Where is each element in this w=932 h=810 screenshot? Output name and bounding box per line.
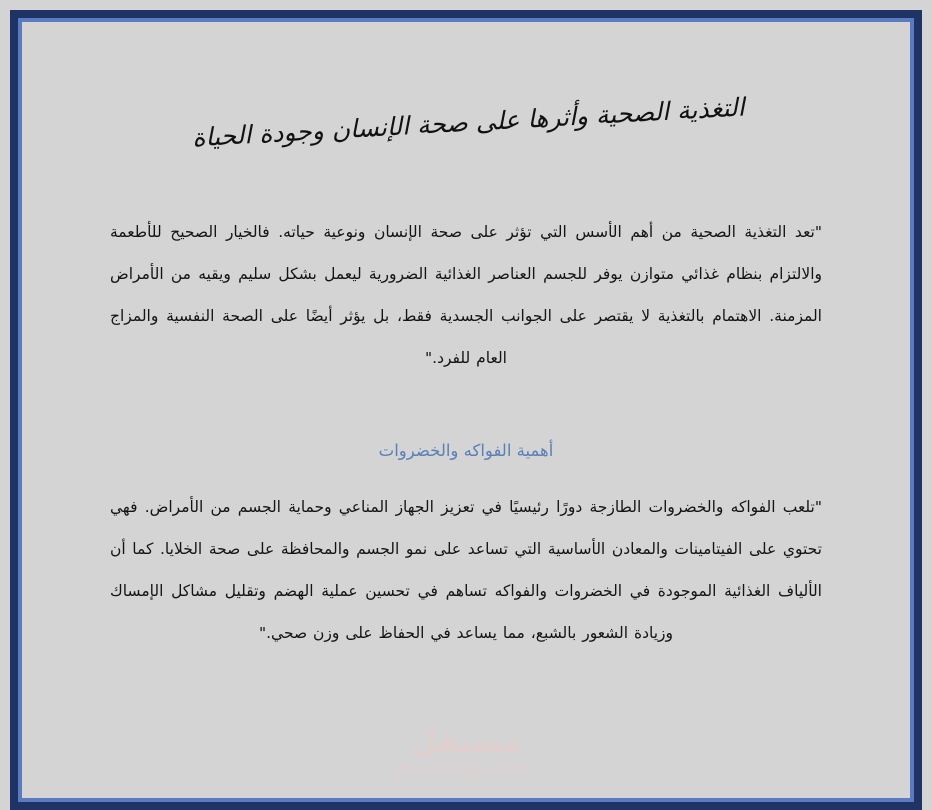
watermark-arabic-text: مستقل — [411, 725, 521, 760]
page-border-inner — [18, 18, 914, 802]
document-sheet — [22, 22, 910, 798]
paragraph-fruits-vegetables: "تلعب الفواكه والخضروات الطازجة دورًا رئيسيًا في تعزيز الجهاز المناعي وحماية الجسم من الأمراض. فهي تحتوي على الفيتامينات والمعادن الأساسية التي تساعد على نمو الجسم والمحافظة على صحة الخلايا. كما أن الألياف الغذائية الموجودة في الخضروات والفواكه تساهم في تحسين عملية الهضم وتقليل مشاكل الإمساك وزيادة الشعور بالشبع، مما يساعد في الحفاظ على وزن صحي." — [110, 498, 822, 642]
page-title: التغذية الصحية وأثرها على صحة الإنسان وجودة الحياة — [191, 92, 746, 153]
section-heading-fruits-vegetables: أهمية الفواكه والخضروات — [378, 441, 554, 460]
page-border-outer — [10, 10, 922, 810]
paragraph-intro: "تعد التغذية الصحية من أهم الأسس التي تؤثر على صحة الإنسان ونوعية حياته. فالخيار الصحيح للأطعمة والالتزام بنظام غذائي متوازن يوفر للجسم العناصر الغذائية الضرورية ليعمل بشكل سليم ويقيه من الأمراض المزمنة. الاهتمام بالتغذية لا يقتصر على الجوانب الجسدية فقط، بل يؤثر أيضًا على الصحة النفسية والمزاج العام للفرد." — [110, 223, 822, 367]
document-content — [22, 22, 910, 798]
watermark-latin-text: mostaql.com — [395, 756, 537, 781]
